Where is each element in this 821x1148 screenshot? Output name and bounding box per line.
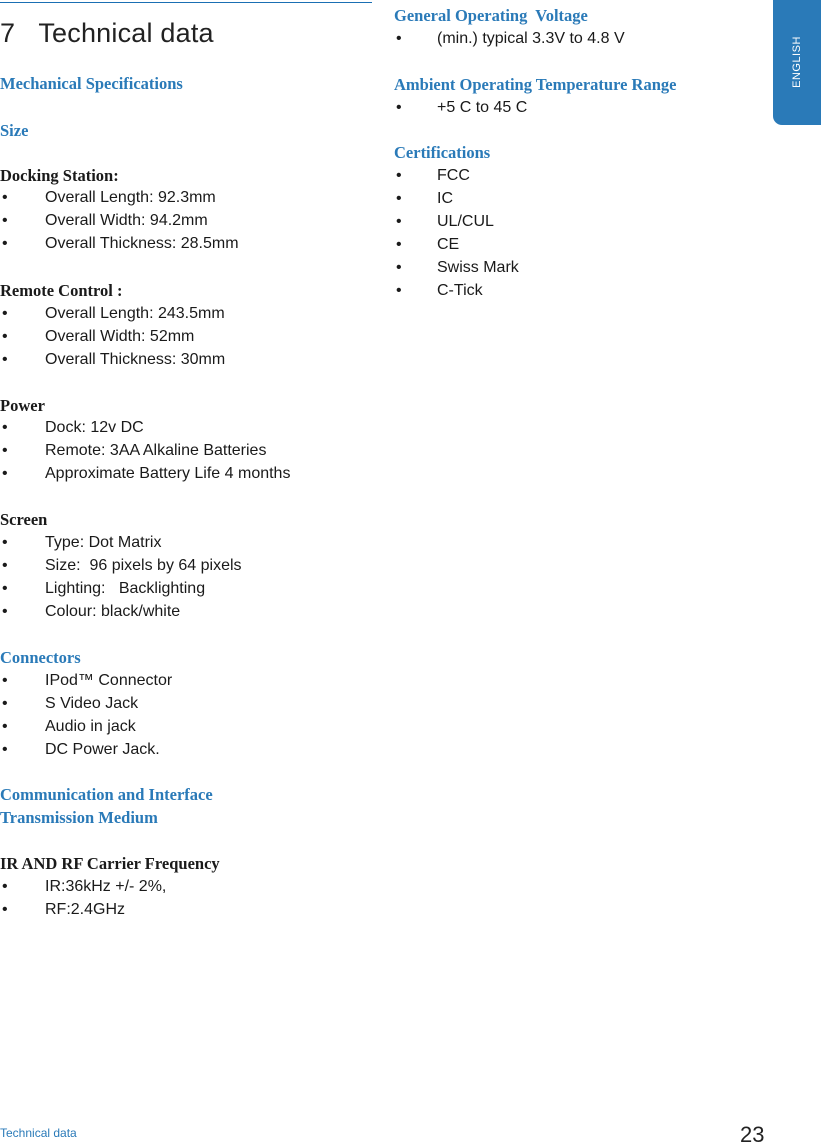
bullet: • [396, 236, 402, 253]
footer-section-label: Technical data [0, 1126, 77, 1140]
communication-heading: Communication and Interface [0, 785, 213, 804]
bullet: • [396, 190, 402, 207]
bullet: • [2, 557, 8, 574]
remote-control-heading: Remote Control : [0, 281, 123, 300]
chapter-number: 7 [0, 18, 16, 48]
language-tab-label: ENGLISH [791, 36, 803, 88]
bullet: • [2, 465, 8, 482]
bullet: • [2, 741, 8, 758]
page-number: 23 [740, 1122, 765, 1147]
bullet: • [2, 580, 8, 597]
bullet: • [2, 534, 8, 551]
docking-station-heading: Docking Station: [0, 166, 119, 185]
bullet: • [2, 672, 8, 689]
screen-heading: Screen [0, 510, 48, 529]
bullet: • [2, 189, 8, 206]
bullet: • [2, 718, 8, 735]
connectors-heading: Connectors [0, 648, 81, 667]
carrier-frequency-heading: IR AND RF Carrier Frequency [0, 854, 220, 873]
chapter-title-text: Technical data [38, 18, 214, 48]
size-heading: Size [0, 121, 29, 140]
chapter-title [0, 18, 214, 49]
bullet: • [2, 212, 8, 229]
header-rule [0, 2, 372, 3]
bullet: • [396, 167, 402, 184]
bullet: • [2, 442, 8, 459]
bullet: • [2, 603, 8, 620]
transmission-medium-heading: Transmission Medium [0, 808, 158, 827]
bullet: • [2, 305, 8, 322]
bullet: • [396, 213, 402, 230]
bullet: • [2, 878, 8, 895]
temperature-heading: Ambient Operating Temperature Range [394, 75, 677, 94]
bullet: • [396, 30, 402, 47]
bullet: • [396, 282, 402, 299]
bullet: • [2, 901, 8, 918]
bullet: • [2, 328, 8, 345]
bullet: • [2, 695, 8, 712]
bullet: • [396, 259, 402, 276]
power-heading: Power [0, 396, 45, 415]
bullet: • [2, 351, 8, 368]
language-tab [773, 0, 821, 125]
bullet: • [2, 235, 8, 252]
bullet: • [396, 99, 402, 116]
voltage-heading: General Operating Voltage [394, 6, 588, 25]
certifications-heading: Certifications [394, 143, 491, 162]
mechanical-specifications-heading: Mechanical Specifications [0, 74, 183, 93]
bullet: • [2, 419, 8, 436]
